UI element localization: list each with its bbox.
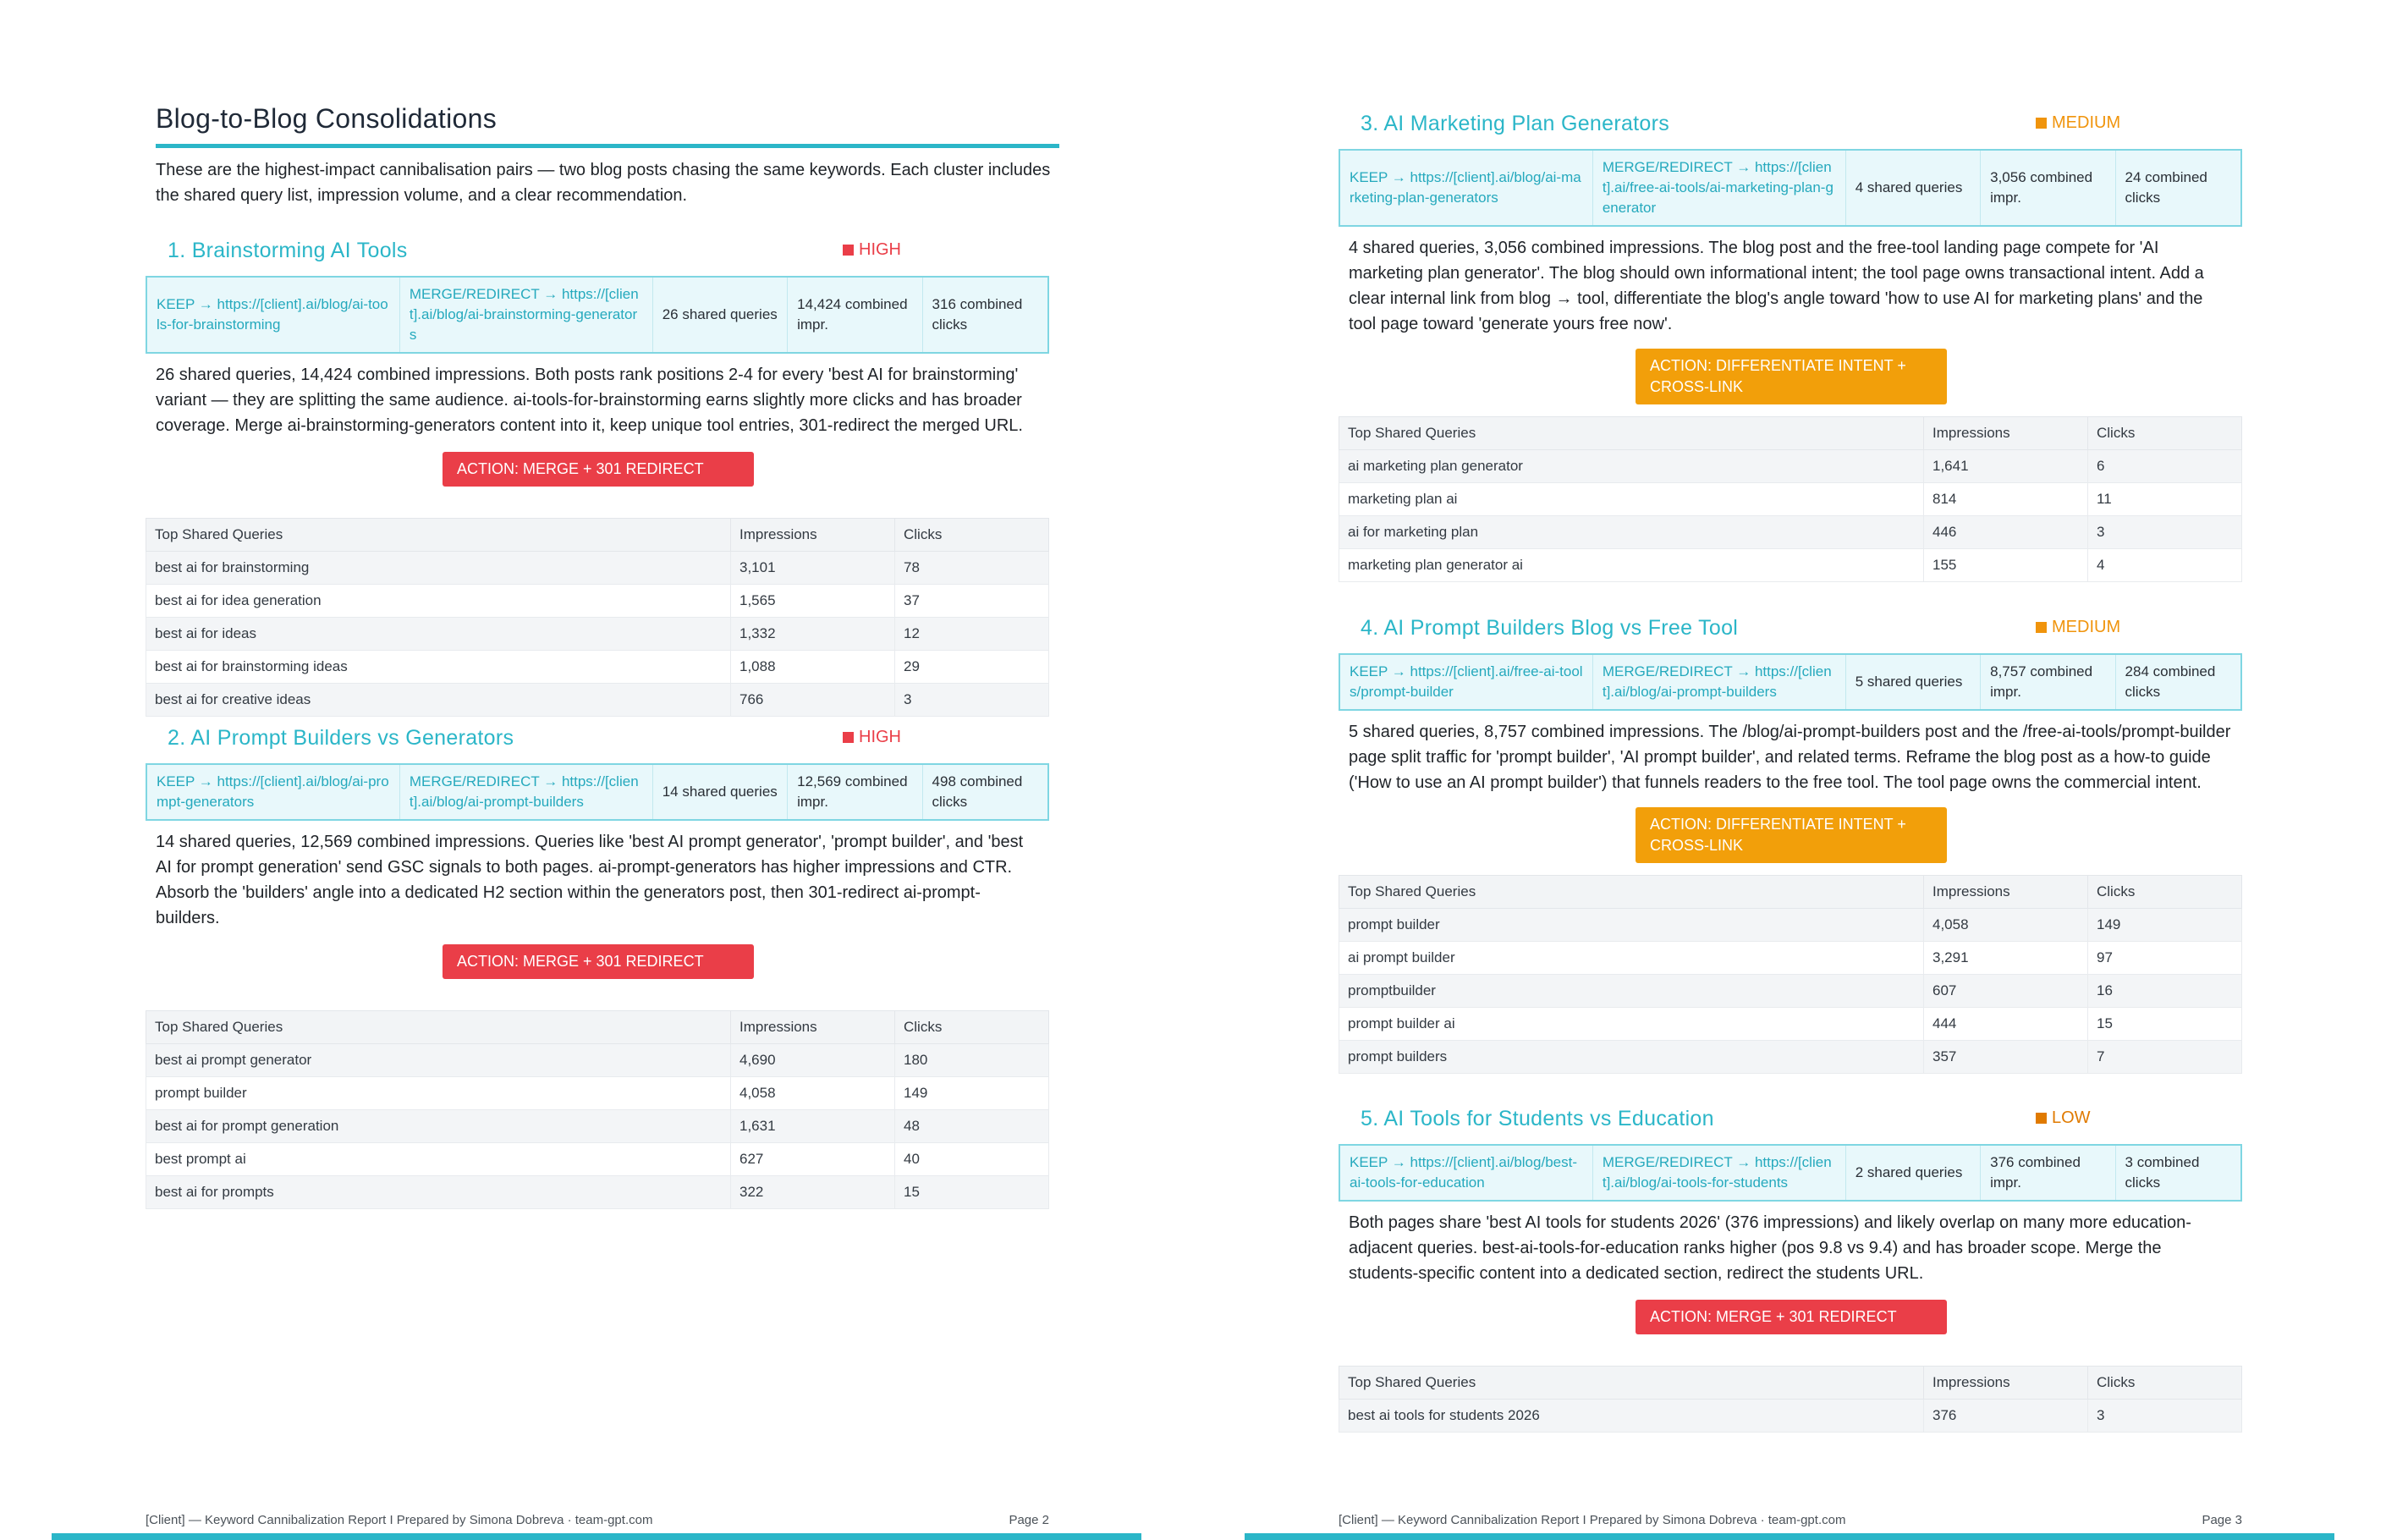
clicks-cell: 48 xyxy=(895,1110,1049,1143)
column-header-impressions: Impressions xyxy=(1924,1367,2088,1400)
clicks-cell: 29 xyxy=(895,651,1049,684)
clicks-cell: 12 xyxy=(895,618,1049,651)
query-cell: best ai for ideas xyxy=(146,618,731,651)
section-title: 5. AI Tools for Students vs Education xyxy=(1361,1107,1714,1130)
action-row xyxy=(146,944,1049,1004)
page-number: Page 3 xyxy=(2202,1513,2242,1527)
priority-label: HIGH xyxy=(859,240,901,259)
column-header-query: Top Shared Queries xyxy=(1339,417,1924,450)
clicks-cell: 15 xyxy=(2088,1008,2242,1041)
query-cell: best ai tools for students 2026 xyxy=(1339,1400,1924,1433)
query-cell: best ai for prompts xyxy=(146,1176,731,1209)
table-row xyxy=(146,1077,1049,1110)
merge-redirect-url[interactable]: MERGE/REDIRECT → https://[client].ai/blog/ai-prompt-builders xyxy=(400,765,653,819)
clicks-cell: 3 xyxy=(2088,516,2242,549)
keep-url[interactable]: KEEP → https://[client].ai/blog/ai-marketing-plan-generators xyxy=(1340,151,1593,225)
table-row xyxy=(1339,483,2242,516)
priority-square-icon xyxy=(843,732,854,743)
column-header-query: Top Shared Queries xyxy=(1339,1367,1924,1400)
intro-paragraph: These are the highest-impact cannibalisation pairs — two blog posts chasing the same keywords. Each cluster includes the shared query list, impression volume, and a clear recommendation. xyxy=(156,161,1051,205)
heading-underline xyxy=(156,144,1059,148)
priority-badge xyxy=(2036,1108,2091,1128)
priority-square-icon xyxy=(2036,622,2047,633)
merge-redirect-url[interactable]: MERGE/REDIRECT → https://[client].ai/free-ai-tools/ai-marketing-plan-generator xyxy=(1593,151,1846,225)
impressions-cell: 1,631 xyxy=(731,1110,895,1143)
keep-url[interactable]: KEEP → https://[client].ai/blog/ai-prompt-generators xyxy=(147,765,400,819)
query-cell: best ai for brainstorming ideas xyxy=(146,651,731,684)
section-description: 5 shared queries, 8,757 combined impressions. The /blog/ai-prompt-builders post and the /free-ai-tools/prompt-builder page split traffic for 'prompt builder', 'AI prompt builder', and related terms. Reframe the blog post as a how-to guide ('How to use an AI prompt builder') that funnels readers to the free tool. The tool page owns the commercial intent. xyxy=(1349,723,2231,792)
clicks-cell: 149 xyxy=(2088,909,2242,942)
clicks-cell: 3 xyxy=(895,684,1049,717)
shared-queries-count: 26 shared queries xyxy=(653,278,788,352)
shared-queries-count: 4 shared queries xyxy=(1846,151,1981,225)
table-header-row xyxy=(146,1011,1049,1044)
cluster-section xyxy=(1339,611,2242,1074)
query-cell: ai marketing plan generator xyxy=(1339,450,1924,483)
section-title: 1. Brainstorming AI Tools xyxy=(168,239,408,262)
section-title: 2. AI Prompt Builders vs Generators xyxy=(168,726,514,750)
section-description: Both pages share 'best AI tools for students 2026' (376 impressions) and likely overlap on many more education-adjacent queries. best-ai-tools-for-education ranks higher (pos 9.8 vs 9.4) and has broader scope. Merge the students-specific content into a dedicated section, redirect the students URL. xyxy=(1349,1213,2191,1283)
table-row xyxy=(146,618,1049,651)
table-row xyxy=(1339,975,2242,1008)
url-info-box xyxy=(146,276,1049,354)
page-number: Page 2 xyxy=(1009,1513,1049,1527)
table-header-row xyxy=(1339,876,2242,909)
impressions-cell: 766 xyxy=(731,684,895,717)
impressions-cell: 155 xyxy=(1924,549,2088,582)
footer-bar xyxy=(1245,1533,2334,1540)
query-cell: prompt builders xyxy=(1339,1041,1924,1074)
clicks-cell: 7 xyxy=(2088,1041,2242,1074)
merge-redirect-url[interactable]: MERGE/REDIRECT → https://[client].ai/blog/ai-prompt-builders xyxy=(1593,655,1846,709)
impressions-cell: 3,291 xyxy=(1924,942,2088,975)
table-header-row xyxy=(146,519,1049,552)
table-row xyxy=(1339,1041,2242,1074)
shared-queries-table xyxy=(146,518,1049,717)
table-row xyxy=(146,1044,1049,1077)
url-info-box xyxy=(1339,149,2242,227)
query-cell: ai prompt builder xyxy=(1339,942,1924,975)
action-row xyxy=(1339,1300,2242,1359)
merge-redirect-url[interactable]: MERGE/REDIRECT → https://[client].ai/blog/ai-brainstorming-generators xyxy=(400,278,653,352)
combined-clicks: 316 combined clicks xyxy=(932,296,1023,333)
priority-badge xyxy=(2036,113,2120,133)
query-cell: best ai for prompt generation xyxy=(146,1110,731,1143)
page-footer xyxy=(1339,1513,2242,1527)
column-header-clicks: Clicks xyxy=(2088,1367,2242,1400)
query-cell: best ai for idea generation xyxy=(146,585,731,618)
impressions-cell: 3,101 xyxy=(731,552,895,585)
section-description: 4 shared queries, 3,056 combined impressions. The blog post and the free-tool landing page compete for 'AI marketing plan generator'. The blog should own informational intent; the tool page owns transactional intent. Add a clear internal link from blog → tool, differentiate the blog's angle toward 'how to use AI for marketing plans' and the tool page toward 'generate yours free now'. xyxy=(1349,239,2204,333)
clicks-cell: 16 xyxy=(2088,975,2242,1008)
combined-clicks: 3 combined clicks xyxy=(2125,1154,2200,1191)
cluster-section xyxy=(1339,107,2242,582)
clicks-cell: 180 xyxy=(895,1044,1049,1077)
page-footer xyxy=(146,1513,1049,1527)
cluster-section xyxy=(146,234,1049,717)
impressions-cell: 814 xyxy=(1924,483,2088,516)
keep-url[interactable]: KEEP → https://[client].ai/blog/ai-tools-for-brainstorming xyxy=(147,278,400,352)
clicks-cell: 3 xyxy=(2088,1400,2242,1433)
column-header-impressions: Impressions xyxy=(1924,876,2088,909)
impressions-cell: 446 xyxy=(1924,516,2088,549)
column-header-clicks: Clicks xyxy=(895,1011,1049,1044)
priority-square-icon xyxy=(843,245,854,256)
action-badge: ACTION: MERGE + 301 REDIRECT xyxy=(443,452,754,487)
section-title: 4. AI Prompt Builders Blog vs Free Tool xyxy=(1361,616,1739,640)
action-badge: ACTION: DIFFERENTIATE INTENT + CROSS-LINK xyxy=(1636,349,1947,404)
merge-redirect-url[interactable]: MERGE/REDIRECT → https://[client].ai/blog/ai-tools-for-students xyxy=(1593,1146,1846,1200)
clicks-cell: 4 xyxy=(2088,549,2242,582)
action-row xyxy=(146,452,1049,511)
table-row xyxy=(1339,1400,2242,1433)
section-description: 26 shared queries, 14,424 combined impressions. Both posts rank positions 2-4 for every 'best AI for brainstorming' variant — they are splitting the same audience. ai-tools-for-brainstorming earns slightly more clicks and has broader coverage. Merge ai-brainstorming-generators content into it, keep unique tool entries, 301-redirect the merged URL. xyxy=(156,366,1023,435)
table-row xyxy=(146,552,1049,585)
priority-label: MEDIUM xyxy=(2052,113,2121,132)
table-row xyxy=(1339,909,2242,942)
query-cell: best ai prompt generator xyxy=(146,1044,731,1077)
column-header-impressions: Impressions xyxy=(1924,417,2088,450)
table-row xyxy=(1339,549,2242,582)
page-heading: Blog-to-Blog Consolidations xyxy=(156,103,497,134)
column-header-impressions: Impressions xyxy=(731,1011,895,1044)
section-header xyxy=(1339,1102,2242,1139)
query-cell: promptbuilder xyxy=(1339,975,1924,1008)
url-info-box xyxy=(146,763,1049,821)
table-row xyxy=(1339,516,2242,549)
impressions-cell: 322 xyxy=(731,1176,895,1209)
query-cell: ai for marketing plan xyxy=(1339,516,1924,549)
priority-label: MEDIUM xyxy=(2052,618,2121,636)
impressions-cell: 1,088 xyxy=(731,651,895,684)
priority-square-icon xyxy=(2036,118,2047,129)
table-row xyxy=(1339,942,2242,975)
keep-url[interactable]: KEEP → https://[client].ai/free-ai-tools/prompt-builder xyxy=(1340,655,1593,709)
column-header-query: Top Shared Queries xyxy=(146,519,731,552)
table-row xyxy=(146,1110,1049,1143)
query-cell: best ai for brainstorming xyxy=(146,552,731,585)
shared-queries-count: 14 shared queries xyxy=(653,765,788,819)
impressions-cell: 1,332 xyxy=(731,618,895,651)
action-badge: ACTION: MERGE + 301 REDIRECT xyxy=(1636,1300,1947,1334)
query-cell: prompt builder xyxy=(146,1077,731,1110)
combined-impressions: 8,757 combined impr. xyxy=(1981,655,2115,709)
combined-clicks: 284 combined clicks xyxy=(2125,663,2216,700)
impressions-cell: 607 xyxy=(1924,975,2088,1008)
section-description: 14 shared queries, 12,569 combined impressions. Queries like 'best AI prompt generator', 'prompt builder', and 'best AI for prompt generation' send GSC signals to both pages. ai-prompt-generators has higher impressions and CTR. Absorb the 'builders' angle into a dedicated H2 section within the generators post, then 301-redirect ai-prompt-builders. xyxy=(156,833,1024,927)
url-info-box xyxy=(1339,1144,2242,1202)
column-header-clicks: Clicks xyxy=(2088,876,2242,909)
section-header xyxy=(1339,611,2242,648)
url-info-box xyxy=(1339,653,2242,711)
impressions-cell: 4,690 xyxy=(731,1044,895,1077)
priority-label: HIGH xyxy=(859,728,901,746)
section-header xyxy=(1339,107,2242,144)
clicks-cell: 78 xyxy=(895,552,1049,585)
priority-badge xyxy=(843,728,901,747)
column-header-clicks: Clicks xyxy=(2088,417,2242,450)
priority-badge xyxy=(2036,618,2120,637)
impressions-cell: 1,641 xyxy=(1924,450,2088,483)
shared-queries-table xyxy=(1339,1366,2242,1433)
table-header-row xyxy=(1339,417,2242,450)
priority-label: LOW xyxy=(2052,1108,2091,1127)
table-row xyxy=(1339,450,2242,483)
priority-square-icon xyxy=(2036,1113,2047,1124)
shared-queries-table xyxy=(1339,416,2242,582)
combined-impressions: 376 combined impr. xyxy=(1981,1146,2115,1200)
clicks-cell: 97 xyxy=(2088,942,2242,975)
clicks-cell: 149 xyxy=(895,1077,1049,1110)
combined-impressions: 14,424 combined impr. xyxy=(788,278,922,352)
query-cell: prompt builder xyxy=(1339,909,1924,942)
action-badge: ACTION: MERGE + 301 REDIRECT xyxy=(443,944,754,979)
query-cell: best prompt ai xyxy=(146,1143,731,1176)
clicks-cell: 6 xyxy=(2088,450,2242,483)
table-row xyxy=(146,585,1049,618)
action-row xyxy=(1339,809,2242,868)
action-row xyxy=(1339,350,2242,410)
footer-text: [Client] — Keyword Cannibalization Report I Prepared by Simona Dobreva · team-gpt.com xyxy=(146,1513,653,1527)
shared-queries-count: 2 shared queries xyxy=(1846,1146,1981,1200)
column-header-impressions: Impressions xyxy=(731,519,895,552)
table-row xyxy=(146,651,1049,684)
table-row xyxy=(146,1143,1049,1176)
action-badge: ACTION: DIFFERENTIATE INTENT + CROSS-LINK xyxy=(1636,807,1947,863)
impressions-cell: 4,058 xyxy=(731,1077,895,1110)
section-title: 3. AI Marketing Plan Generators xyxy=(1361,112,1670,135)
column-header-query: Top Shared Queries xyxy=(1339,876,1924,909)
combined-impressions: 12,569 combined impr. xyxy=(788,765,922,819)
table-row xyxy=(1339,1008,2242,1041)
impressions-cell: 627 xyxy=(731,1143,895,1176)
combined-clicks: 498 combined clicks xyxy=(932,773,1023,810)
query-cell: marketing plan ai xyxy=(1339,483,1924,516)
combined-clicks: 24 combined clicks xyxy=(2125,169,2207,206)
table-row xyxy=(146,1176,1049,1209)
impressions-cell: 376 xyxy=(1924,1400,2088,1433)
impressions-cell: 1,565 xyxy=(731,585,895,618)
clicks-cell: 40 xyxy=(895,1143,1049,1176)
keep-url[interactable]: KEEP → https://[client].ai/blog/best-ai-tools-for-education xyxy=(1340,1146,1593,1200)
impressions-cell: 357 xyxy=(1924,1041,2088,1074)
report-page-3 xyxy=(1193,0,2386,1540)
impressions-cell: 4,058 xyxy=(1924,909,2088,942)
cluster-section xyxy=(146,721,1049,1209)
query-cell: prompt builder ai xyxy=(1339,1008,1924,1041)
cluster-section xyxy=(1339,1102,2242,1433)
section-header xyxy=(146,234,1049,271)
footer-text: [Client] — Keyword Cannibalization Report I Prepared by Simona Dobreva · team-gpt.com xyxy=(1339,1513,1846,1527)
clicks-cell: 15 xyxy=(895,1176,1049,1209)
shared-queries-table xyxy=(146,1010,1049,1209)
column-header-clicks: Clicks xyxy=(895,519,1049,552)
query-cell: marketing plan generator ai xyxy=(1339,549,1924,582)
clicks-cell: 11 xyxy=(2088,483,2242,516)
impressions-cell: 444 xyxy=(1924,1008,2088,1041)
footer-bar xyxy=(52,1533,1141,1540)
shared-queries-table xyxy=(1339,875,2242,1074)
combined-impressions: 3,056 combined impr. xyxy=(1981,151,2115,225)
clicks-cell: 37 xyxy=(895,585,1049,618)
section-header xyxy=(146,721,1049,758)
table-header-row xyxy=(1339,1367,2242,1400)
query-cell: best ai for creative ideas xyxy=(146,684,731,717)
table-row xyxy=(146,684,1049,717)
shared-queries-count: 5 shared queries xyxy=(1846,655,1981,709)
priority-badge xyxy=(843,240,901,260)
column-header-query: Top Shared Queries xyxy=(146,1011,731,1044)
